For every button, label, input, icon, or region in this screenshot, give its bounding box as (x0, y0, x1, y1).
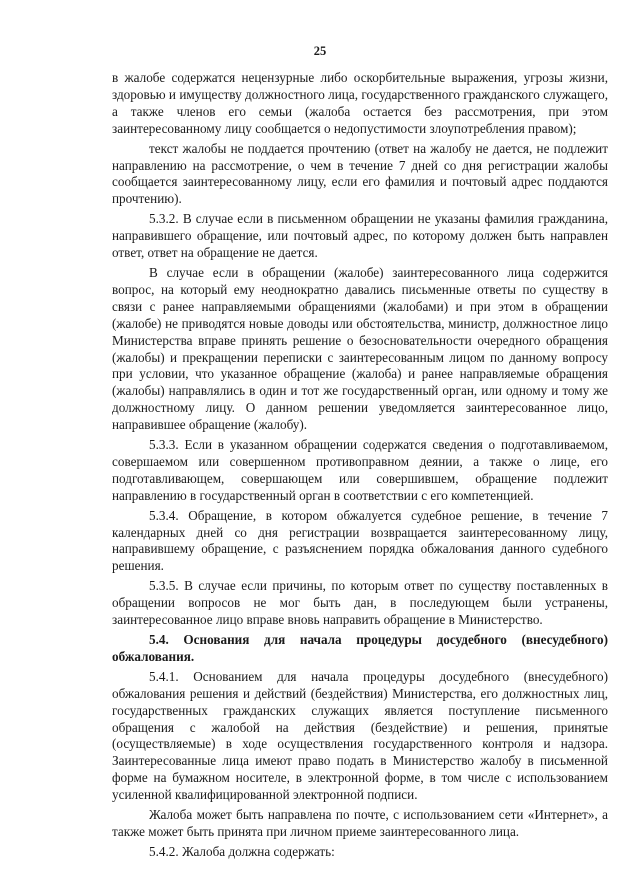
paragraph: 5.3.3. Если в указанном обращении содержатся сведения о подготавливаемом, совершаемом или совершенном противоправном деянии, а также о лице, его подготавливающем, совершающем или совершившем, обращение подлежит направлению в государственный орган в соответствии с его компетенцией. (112, 437, 608, 503)
document-body (112, 70, 608, 864)
paragraph: 5.3.5. В случае если причины, по которым ответ по существу поставленных в обращении вопросов не мог быть дан, в последующем были устранены, заинтересованное лицо вправе вновь направить обращение в Министерство. (112, 578, 608, 628)
section-heading: 5.4. Основания для начала процедуры досудебного (внесудебного) обжалования. (112, 632, 608, 664)
paragraph: В случае если в обращении (жалобе) заинтересованного лица содержится вопрос, на который ему неоднократно давались письменные ответы по существу в связи с ранее направляемыми обращениями (жалобами) и при этом в обращении (жалобе) не приводятся новые доводы или обстоятельства, министр, должностное лицо Министерства вправе принять решение о безосновательности очередного обращения (жалобы) и прекращении переписки с заинтересованным лицом по данному вопросу при условии, что указанное обращение (жалоба) и ранее направляемые обращения (жалобы) направлялись в один и тот же государственный орган, или одному и тому же должностному лицу. О данном решении уведомляется заинтересованное лицо, направившее обращение (жалобу). (112, 264, 608, 433)
paragraph: 5.3.4. Обращение, в котором обжалуется судебное решение, в течение 7 календарных дней со дня регистрации возвращается заинтересованному лицу, направившему обращение, с разъяснением порядка обжалования данного судебного решения. (112, 507, 608, 574)
paragraph: текст жалобы не поддается прочтению (ответ на жалобу не дается, не подлежит направлению на рассмотрение, о чем в течение 7 дней со дня регистрации жалобы сообщается заинтересованному лицу, если его фамилия и почтовый адрес поддаются прочтению). (112, 140, 608, 207)
page-number: 25 (313, 44, 327, 58)
paragraph: Жалоба может быть направлена по почте, с использованием сети «Интернет», а также может быть принята при личном приеме заинтересованного лица. (112, 807, 608, 839)
paragraph: в жалобе содержатся нецензурные либо оскорбительные выражения, угрозы жизни, здоровью и имуществу должностного лица, государственного гражданского служащего, а также членов его семьи (жалоба остается без рассмотрения, при этом заинтересованному лицу сообщается о недопустимости злоупотребления правом); (112, 70, 608, 136)
paragraph: 5.4.1. Основанием для начала процедуры досудебного (внесудебного) обжалования решения и действий (бездействия) Министерства, его должностных лиц, государственных гражданских служащих является поступление письменного обращения с жалобой на действия (бездействие) и решения, принятые (осуществляемые) в ходе осуществления государственного контроля и надзора. Заинтересованные лица имеют право подать в Министерство жалобу в письменной форме на бумажном носителе, в электронной форме, в том числе с использованием усиленной квалифицированной электронной подписи. (112, 668, 608, 803)
paragraph: 5.3.2. В случае если в письменном обращении не указаны фамилия гражданина, направившего обращение, или почтовый адрес, по которому должен быть направлен ответ, ответ на обращение не дается. (112, 211, 608, 261)
paragraph: 5.4.2. Жалоба должна содержать: (149, 843, 335, 859)
